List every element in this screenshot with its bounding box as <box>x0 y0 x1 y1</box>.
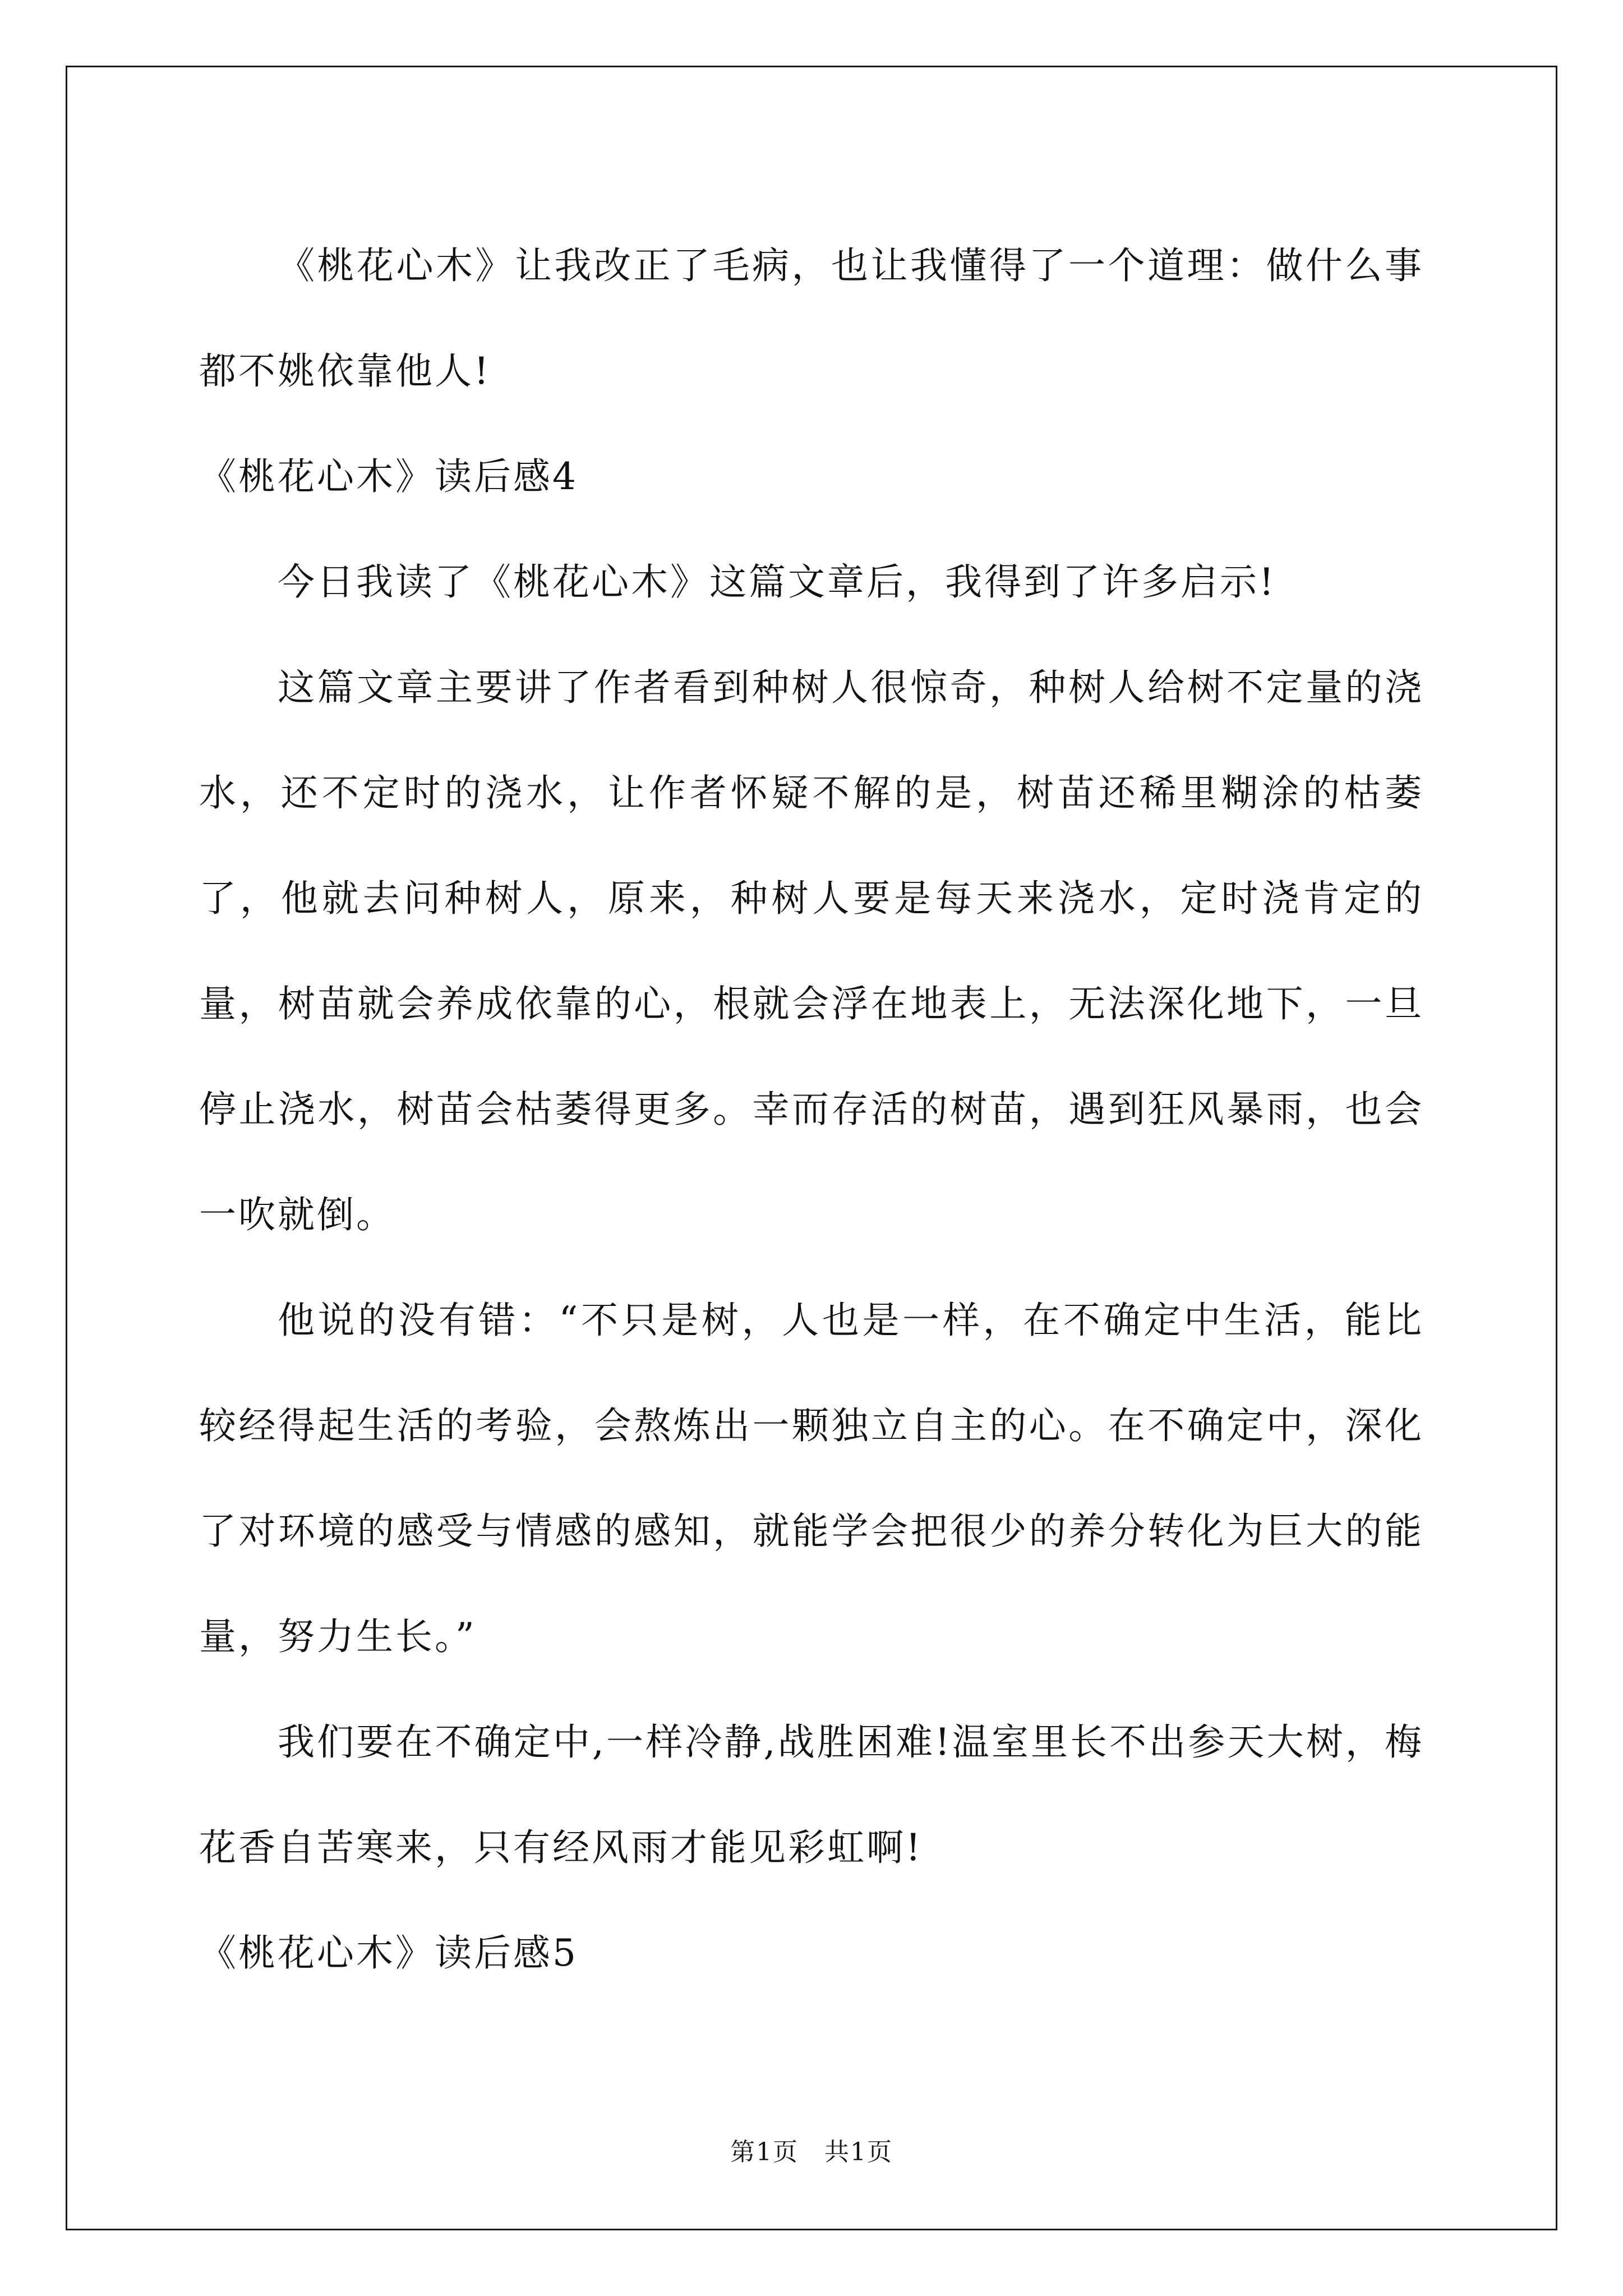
section-heading: 《桃花心木》读后感5 <box>199 1931 578 1975</box>
paragraph: 今日我读了《桃花心木》这篇文章后，我得到了许多启示! <box>278 560 1276 604</box>
section-heading: 《桃花心木》读后感4 <box>199 455 578 498</box>
document-body <box>199 213 1424 2006</box>
paragraph: 他说的没有错：“不只是树，人也是一样，在不确定中生活，能比较经得起生活的考验，会熬炼出一颗独立自主的心。在不确定中，深化了对环境的感受与情感的感知，就能学会把很少的养分转化为巨大的能量，努力生长。” <box>199 1299 1424 1658</box>
paragraph: 《桃花心木》让我改正了毛病，也让我懂得了一个道理：做什么事都不姚依靠他人! <box>199 244 1424 393</box>
paragraph: 我们要在不确定中,一样冷静,战胜困难!温室里长不出参天大树，梅花香自苦寒来，只有经风雨才能见彩虹啊! <box>199 1720 1424 1869</box>
page-footer: 第1页 共1页 <box>730 2138 893 2166</box>
paragraph: 这篇文章主要讲了作者看到种树人很惊奇，种树人给树不定量的浇水，还不定时的浇水，让作者怀疑不解的是，树苗还稀里糊涂的枯萎了，他就去问种树人，原来，种树人要是每天来浇水，定时浇肯定的量，树苗就会养成依靠的心，根就会浮在地表上，无法深化地下，一旦停止浇水，树苗会枯萎得更多。幸而存活的树苗，遇到狂风暴雨，也会一吹就倒。 <box>199 666 1424 1236</box>
